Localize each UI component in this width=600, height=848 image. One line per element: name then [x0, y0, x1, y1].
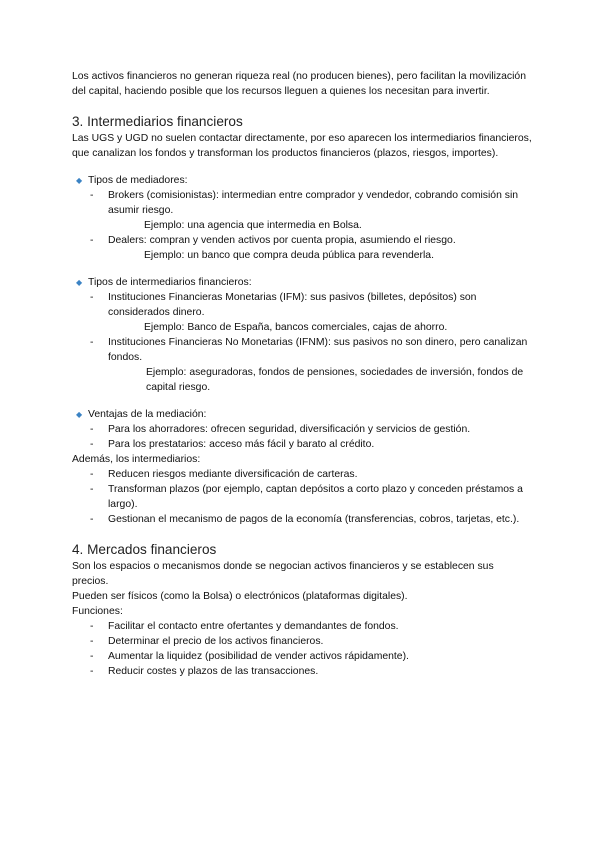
list-item — [72, 634, 532, 649]
list-item-text: Brokers (comisionistas): intermedian entre comprador y vendedor, cobrando comisión sin asumir riesgo. — [108, 190, 519, 216]
list-item — [72, 482, 532, 512]
list-item-text: Aumentar la liquidez (posibilidad de vender activos rápidamente). — [108, 651, 409, 662]
dash-marker: - — [90, 439, 94, 450]
example-text: Ejemplo: una agencia que intermedia en Bolsa. — [144, 220, 362, 231]
mediadores-heading: Tipos de mediadores: — [88, 175, 188, 186]
bullet-diamond-icon: ◆ — [76, 278, 83, 287]
list-item — [72, 512, 532, 527]
funciones-heading: Funciones: — [72, 606, 123, 617]
bullet-diamond-icon: ◆ — [76, 410, 83, 419]
dash-marker: - — [90, 651, 94, 662]
list-item — [72, 619, 532, 634]
document-content — [72, 69, 532, 679]
dash-marker: - — [90, 337, 94, 348]
dash-marker: - — [90, 666, 94, 677]
section-3-title: 3. Intermediarios financieros — [72, 114, 243, 129]
bullet-diamond-icon: ◆ — [76, 176, 83, 185]
list-item — [72, 335, 532, 365]
list-item — [72, 422, 532, 437]
list-item — [72, 649, 532, 664]
list-item — [72, 188, 532, 218]
list-item-text: Gestionan el mecanismo de pagos de la economía (transferencias, cobros, tarjetas, etc.). — [108, 514, 520, 525]
list-item-text: Determinar el precio de los activos financieros. — [108, 636, 324, 647]
list-item-text: Reducen riesgos mediante diversificación de carteras. — [108, 469, 358, 480]
list-item-text: Para los prestatarios: acceso más fácil y barato al crédito. — [108, 439, 375, 450]
list-item-text: Transforman plazos (por ejemplo, captan depósitos a corto plazo y conceden préstamos a largo). — [108, 484, 523, 510]
dash-marker: - — [90, 424, 94, 435]
section-3-intro: Las UGS y UGD no suelen contactar directamente, por eso aparecen los intermediarios financieros, que canalizan los fondos y transforman los productos financieros (plazos, riesgos, importes). — [72, 133, 532, 159]
list-item-text: Reducir costes y plazos de las transacciones. — [108, 666, 319, 677]
section-4-paragraph-2: Pueden ser físicos (como la Bolsa) o electrónicos (plataformas digitales). — [72, 591, 408, 602]
list-item-text: Dealers: compran y venden activos por cuenta propia, asumiendo el riesgo. — [108, 235, 456, 246]
intermediarios-heading: Tipos de intermediarios financieros: — [88, 277, 252, 288]
mediadores-bullet — [72, 173, 532, 188]
dash-marker: - — [90, 636, 94, 647]
section-4-title: 4. Mercados financieros — [72, 542, 217, 557]
dash-marker: - — [90, 514, 94, 525]
dash-marker: - — [90, 292, 94, 303]
example-text: Ejemplo: un banco que compra deuda pública para revenderla. — [144, 250, 434, 261]
dash-marker: - — [90, 190, 94, 201]
section-4-paragraph-1: Son los espacios o mecanismos donde se negocian activos financieros y se establecen sus precios. — [72, 561, 494, 587]
list-item — [72, 290, 532, 320]
list-item — [72, 233, 532, 248]
list-item-text: Instituciones Financieras Monetarias (IFM): sus pasivos (billetes, depósitos) son considerados dinero. — [108, 292, 477, 318]
list-item-text: Instituciones Financieras No Monetarias (IFNM): sus pasivos no son dinero, pero canalizan fondos. — [108, 337, 528, 363]
dash-marker: - — [90, 235, 94, 246]
example-text: Ejemplo: aseguradoras, fondos de pensiones, sociedades de inversión, fondos de capital riesgo. — [146, 367, 524, 393]
ventajas-heading: Ventajas de la mediación: — [88, 409, 207, 420]
list-item-text: Facilitar el contacto entre ofertantes y demandantes de fondos. — [108, 621, 399, 632]
intro-paragraph: Los activos financieros no generan riqueza real (no producen bienes), pero facilitan la movilización del capital, haciendo posible que los recursos lleguen a quienes los necesitan para invertir. — [72, 71, 526, 97]
ventajas-bullet — [72, 407, 532, 422]
ademas-heading: Además, los intermediarios: — [72, 454, 201, 465]
dash-marker: - — [90, 621, 94, 632]
intermediarios-bullet — [72, 275, 532, 290]
list-item — [72, 437, 532, 452]
example-text: Ejemplo: Banco de España, bancos comerciales, cajas de ahorro. — [144, 322, 448, 333]
list-item — [72, 664, 532, 679]
dash-marker: - — [90, 484, 94, 495]
dash-marker: - — [90, 469, 94, 480]
list-item-text: Para los ahorradores: ofrecen seguridad, diversificación y servicios de gestión. — [108, 424, 471, 435]
list-item — [72, 467, 532, 482]
